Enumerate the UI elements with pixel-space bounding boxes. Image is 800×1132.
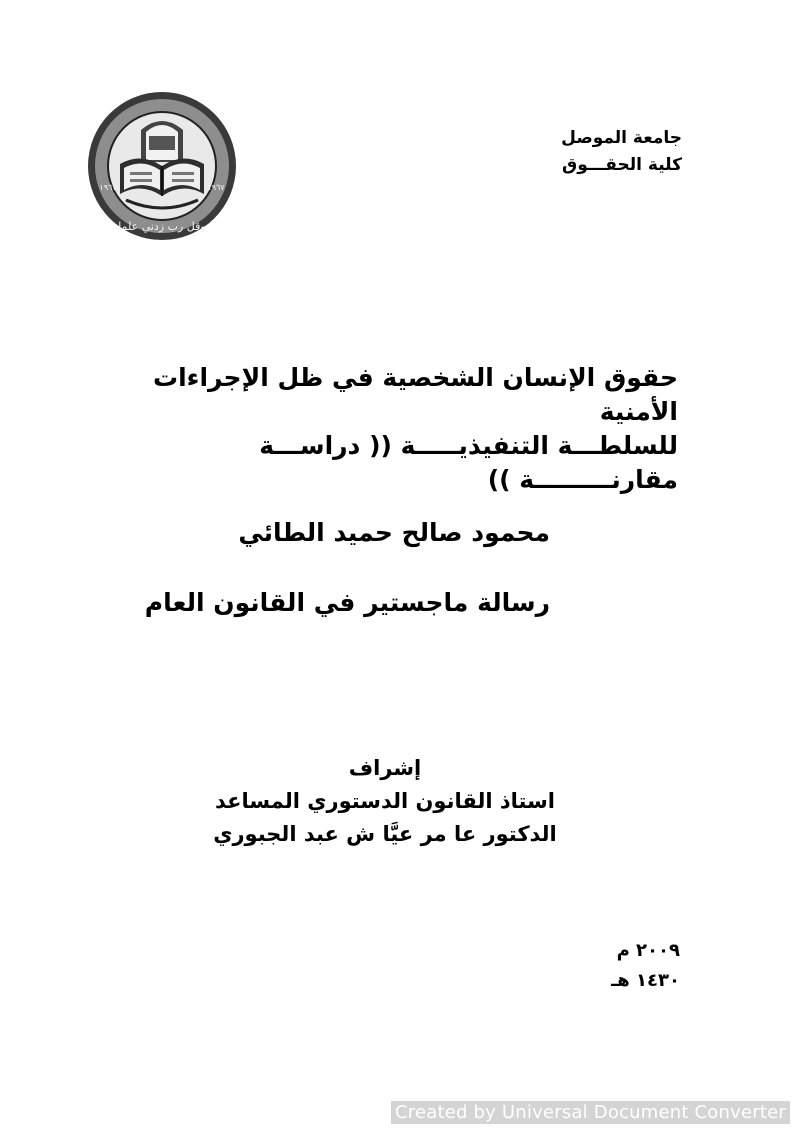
thesis-title-line-1: حقوق الإنسان الشخصية في ظل الإجراءات الأمنية [152, 363, 678, 426]
university-name: جامعة الموصل [561, 128, 682, 148]
seal-year-right: ١٩٦٧ [207, 183, 225, 192]
author-name: محمود صالح حميد الطائي [238, 518, 550, 547]
hijri-year: ١٤٣٠ هـ [611, 970, 680, 991]
supervision-heading: إشراف [348, 756, 422, 780]
university-seal-icon [86, 90, 238, 242]
gregorian-year: ٢٠٠٩ م [616, 940, 680, 961]
dates-block [611, 936, 680, 996]
degree-statement: رسالة ماجستير في القانون العام [144, 588, 550, 617]
college-name: كلية الحقـــوق [562, 155, 682, 175]
seal-year-left: ١٩٦٧ [99, 183, 117, 192]
seal-inscription: وقل رب زدني علما [118, 220, 206, 233]
thesis-title-line-2: للسلطـــة التنفيذيـــــة (( دراســـة مقارنـــــــــة )) [259, 431, 678, 494]
institution-header [561, 125, 682, 179]
supervision-block [100, 752, 670, 851]
thesis-title [100, 361, 678, 497]
supervisor-rank: استاذ القانون الدستوري المساعد [215, 789, 555, 813]
supervisor-name: الدكتور عا مر عيَّا ش عبد الجبوري [213, 822, 557, 846]
converter-watermark: Created by Universal Document Converter [391, 1101, 790, 1124]
